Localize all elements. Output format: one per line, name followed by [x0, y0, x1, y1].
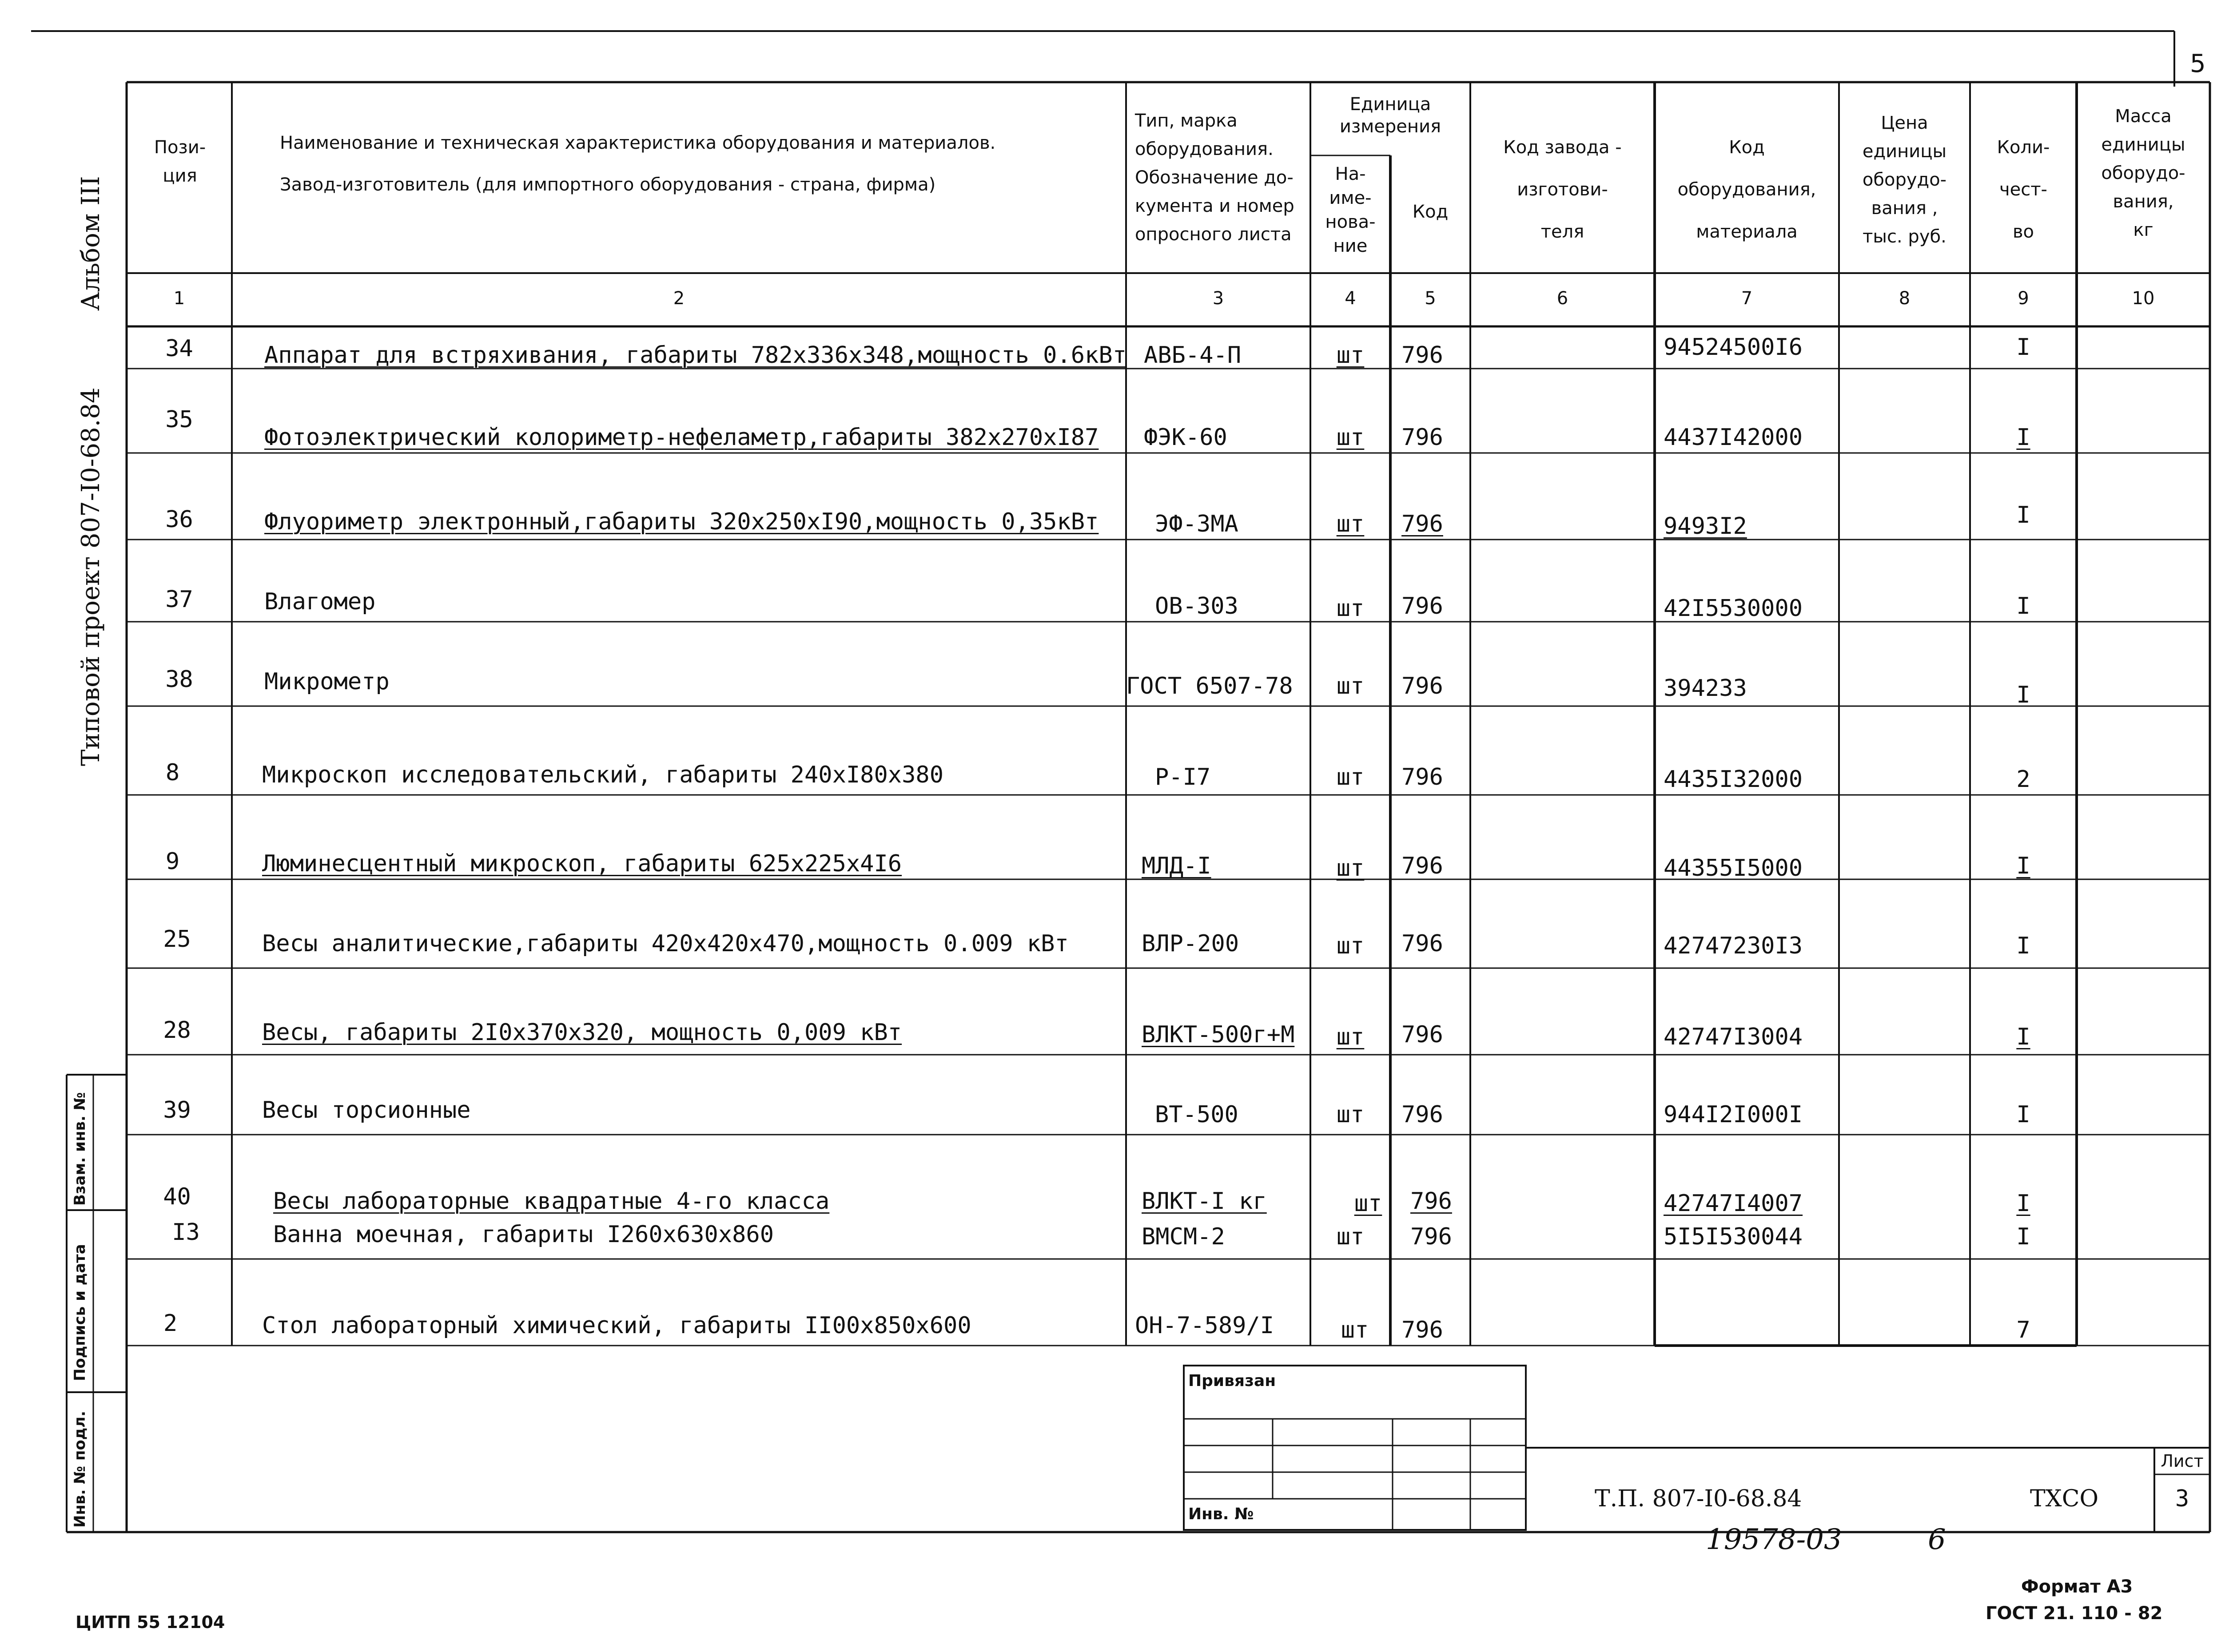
- row-type: ФЭК-60: [1144, 424, 1227, 451]
- sheet-corner-number: 5: [2190, 49, 2206, 78]
- row-position: 8: [165, 759, 180, 786]
- row-unit-code: 796: [1401, 764, 1443, 790]
- row-position: 36: [165, 506, 193, 533]
- row-quantity: I: [2016, 424, 2030, 451]
- header-factory-code: Код завода - изготови- теля: [1503, 137, 1622, 242]
- row-name: Влагомер: [264, 588, 376, 615]
- row-type: ВТ-500: [1155, 1101, 1238, 1128]
- stamp-attached-label: Привязан: [1188, 1372, 1276, 1390]
- row-material-code: 4437I42000: [1664, 424, 1803, 451]
- row-position: 38: [165, 666, 193, 693]
- sheet-number: 3: [2175, 1485, 2189, 1512]
- row-name: Аппарат для встряхивания, габариты 782х336х348,мощность 0.6кВт: [264, 342, 1127, 369]
- row-type: ГОСТ 6507-78: [1126, 673, 1293, 699]
- row-unit: шт: [1336, 1223, 1365, 1250]
- row-position: 39: [163, 1097, 191, 1124]
- col-number: 3: [1212, 288, 1224, 309]
- row-unit-code: 796: [1401, 673, 1443, 699]
- row-name: Люминесцентный микроскоп, габариты 625х225х4I6: [262, 850, 902, 877]
- row-quantity: 7: [2016, 1317, 2030, 1343]
- row-type: ВЛКТ-500г+М: [1142, 1021, 1295, 1048]
- row-material-code: 42747I3004: [1664, 1024, 1803, 1050]
- row-type: ОН-7-589/I: [1135, 1312, 1274, 1339]
- row-unit-code: 796: [1401, 1317, 1443, 1343]
- gost-label: ГОСТ 21. 110 - 82: [1986, 1603, 2163, 1624]
- row-position: 9: [165, 848, 180, 875]
- row-type: ВЛР-200: [1142, 930, 1239, 957]
- row-quantity: I: [2016, 334, 2030, 361]
- row-material-code: 42I5530000: [1664, 595, 1803, 622]
- row-unit: шт: [1336, 855, 1365, 882]
- row-name: Стол лабораторный химический, габариты II00х850х600: [262, 1312, 971, 1339]
- row-quantity: I: [2016, 1024, 2030, 1050]
- row-unit-code: 796: [1401, 853, 1443, 879]
- row-position: 34: [165, 335, 193, 362]
- row-unit-code: 796: [1401, 593, 1443, 620]
- row-type: МЛД-I: [1142, 853, 1211, 879]
- row-quantity: I: [2016, 933, 2030, 959]
- document-code: Т.П. 807-I0-68.84: [1595, 1485, 1802, 1512]
- header-quantity: Коли- чест- во: [1997, 137, 2050, 242]
- row-type: ВМСМ-2: [1142, 1223, 1225, 1250]
- row-name: Весы аналитические,габариты 420х420х470,мощность 0.009 кВт: [262, 930, 1069, 957]
- row-material-code: 5I5I530044: [1664, 1223, 1803, 1250]
- header-price: Цена единицы оборудо- вания , тыс. руб.: [1862, 113, 1947, 247]
- row-position: 2: [163, 1310, 178, 1337]
- row-unit-code: 796: [1401, 1101, 1443, 1128]
- row-name: Весы лабораторные квадратные 4-го класса: [273, 1188, 830, 1215]
- row-quantity: I: [2016, 1223, 2030, 1250]
- row-unit: шт: [1336, 1024, 1365, 1050]
- row-unit: шт: [1336, 933, 1365, 959]
- row-quantity: 2: [2016, 766, 2030, 793]
- header-name: Наименование и техническая характеристика оборудования и материалов. Завод-изготовитель (для импортного оборудования - страна, фирма): [280, 133, 996, 195]
- row-unit-code: 796: [1401, 1021, 1443, 1048]
- header-position: Пози- ция: [154, 137, 206, 186]
- row-unit: шт: [1341, 1317, 1369, 1343]
- col-number: 1: [173, 288, 185, 309]
- header-unit-group: Единица измерения: [1339, 94, 1441, 137]
- row-material-code: 4435I32000: [1664, 766, 1803, 793]
- row-position: 25: [163, 926, 191, 953]
- row-unit-code: 796: [1401, 511, 1443, 537]
- row-name: Ванна моечная, габариты I260х630х860: [273, 1221, 774, 1248]
- row-name: Микрометр: [264, 668, 390, 695]
- row-unit: шт: [1336, 673, 1365, 699]
- row-material-code: 42747230I3: [1664, 933, 1803, 959]
- row-position: 40: [163, 1183, 191, 1210]
- col-number: 8: [1899, 288, 1911, 309]
- row-quantity: I: [2016, 1101, 2030, 1128]
- row-unit-code: 796: [1410, 1188, 1452, 1215]
- row-quantity: I: [2016, 682, 2030, 708]
- col-number: 6: [1556, 288, 1568, 309]
- row-unit-code: 796: [1401, 342, 1443, 369]
- col-number: 9: [2018, 288, 2029, 309]
- row-material-code: 9493I2: [1664, 513, 1747, 540]
- col-number: 4: [1345, 288, 1356, 309]
- header-material-code: Код оборудования, материала: [1677, 137, 1816, 242]
- handwritten-sheet: 6: [1928, 1523, 1946, 1556]
- row-material-code: 394233: [1664, 675, 1747, 702]
- row-unit: шт: [1336, 595, 1365, 622]
- row-material-code: 944I2I000I: [1664, 1101, 1803, 1128]
- row-unit-code: 796: [1410, 1223, 1452, 1250]
- stamp-label-signature: Подпись и дата: [71, 1244, 89, 1381]
- row-unit-code: 796: [1401, 930, 1443, 957]
- row-name: Флуориметр электронный,габариты 320х250хI90,мощность 0,35кВт: [264, 508, 1099, 535]
- row-name: Фотоэлектрический колориметр-нефеламетр,габариты 382х270хI87: [264, 424, 1099, 451]
- header-type: Тип, марка оборудования. Обозначение до- кумента и номер опросного листа: [1135, 111, 1294, 245]
- sheet-label: Лист: [2161, 1451, 2204, 1471]
- row-unit: шт: [1336, 1101, 1365, 1128]
- row-unit: шт: [1336, 342, 1365, 369]
- col-number: 5: [1425, 288, 1436, 309]
- format-label: Формат А3: [2021, 1577, 2133, 1597]
- row-unit: шт: [1354, 1190, 1382, 1217]
- row-quantity: I: [2016, 1190, 2030, 1217]
- printer-code: ЦИТП 55 12104: [76, 1612, 225, 1632]
- stamp-label-inventory: Инв. № подл.: [71, 1410, 89, 1528]
- handwritten-number: 19578-03: [1706, 1523, 1842, 1556]
- stamp-inventory-label: Инв. №: [1188, 1505, 1254, 1523]
- col-number: 7: [1741, 288, 1753, 309]
- row-material-code: 44355I5000: [1664, 855, 1803, 882]
- row-position: I3: [172, 1219, 200, 1246]
- header-unit-name: На- име- нова- ние: [1325, 164, 1376, 256]
- col-number: 2: [673, 288, 685, 309]
- row-type: ОВ-303: [1155, 593, 1238, 620]
- row-name: Весы, габариты 2I0х370х320, мощность 0,009 кВт: [262, 1019, 902, 1046]
- row-name: Микроскоп исследовательский, габариты 240хI80х380: [262, 762, 944, 788]
- row-type: ВЛКТ-I кг: [1142, 1188, 1267, 1215]
- row-position: 28: [163, 1017, 191, 1044]
- row-name: Весы торсионные: [262, 1097, 471, 1124]
- row-unit-code: 796: [1401, 424, 1443, 451]
- album-label: Альбом III: [76, 176, 105, 311]
- row-position: 35: [165, 406, 193, 433]
- col-number: 10: [2132, 288, 2155, 309]
- row-position: 37: [165, 586, 193, 613]
- row-unit: шт: [1336, 764, 1365, 790]
- row-quantity: I: [2016, 593, 2030, 620]
- row-type: Р-I7: [1155, 764, 1211, 790]
- row-quantity: I: [2016, 853, 2030, 879]
- row-material-code: 42747I4007: [1664, 1190, 1803, 1217]
- row-type: ЭФ-3МА: [1155, 511, 1238, 537]
- stamp-label-replace: Взам. инв. №: [71, 1092, 89, 1206]
- header-unit-code: Код: [1412, 202, 1449, 222]
- row-unit: шт: [1336, 424, 1365, 451]
- project-label: Типовой проект 807-I0-68.84: [76, 387, 105, 766]
- row-quantity: I: [2016, 502, 2030, 528]
- row-material-code: 94524500I6: [1664, 334, 1803, 361]
- header-mass: Масса единицы оборудо- вания, кг: [2101, 106, 2185, 240]
- row-unit: шт: [1336, 511, 1365, 537]
- document-mark: ТХСО: [2030, 1485, 2099, 1512]
- row-type: АВБ-4-П: [1144, 342, 1242, 369]
